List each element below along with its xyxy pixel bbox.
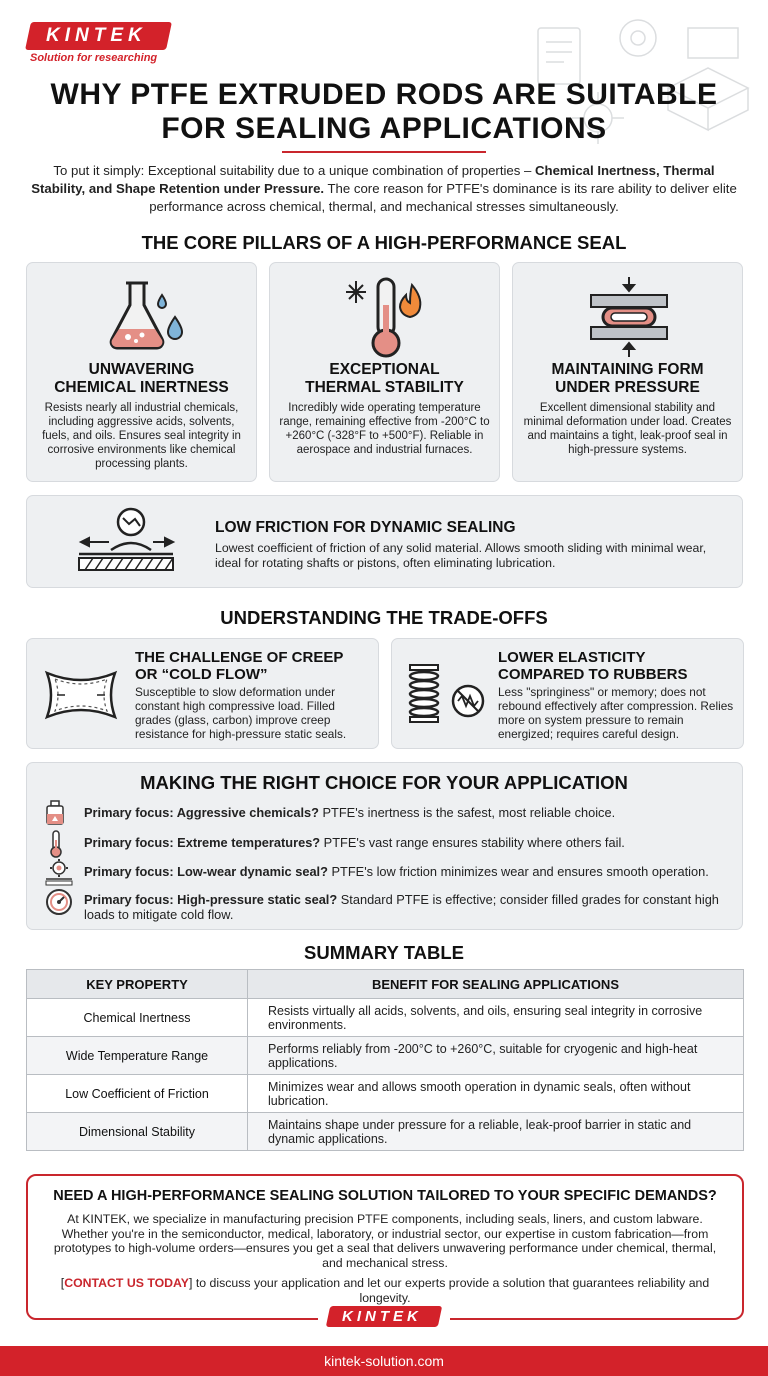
- column-header: KEY PROPERTY: [27, 970, 248, 999]
- choice-rest: PTFE's vast range ensures stability where others fail.: [320, 835, 625, 850]
- table-cell-property: Dimensional Stability: [27, 1113, 248, 1151]
- low-friction-icon: [75, 506, 177, 578]
- table-row: [27, 1037, 744, 1075]
- pillar-desc: Incredibly wide operating temperature range, remaining effective from -200°C to +260°C (-328°F to +500°F). Reliable in aerospace and industrial furnaces.: [279, 402, 490, 456]
- choice-text: [84, 805, 744, 820]
- cta-box: [26, 1174, 744, 1320]
- cta-bracket-open: [: [60, 1276, 65, 1290]
- low-friction-desc: Lowest coefficient of friction of any solid material. Allows smooth sliding with minimal wear, ideal for rotating shafts or pistons, often eliminating lubrication.: [215, 541, 707, 570]
- tradeoffs-heading: UNDERSTANDING THE TRADE-OFFS: [220, 607, 548, 628]
- tradeoff-title: [498, 649, 687, 683]
- choice-bold: Primary focus: Aggressive chemicals?: [84, 805, 319, 820]
- choice-text: [84, 892, 744, 922]
- title-line-2: FOR SEALING APPLICATIONS: [161, 112, 607, 145]
- table-cell-benefit: Resists virtually all acids, solvents, and oils, ensuring seal integrity in corrosive environments.: [248, 999, 744, 1037]
- logo-badge: KINTEK: [25, 22, 172, 50]
- pillar-title-line1: EXCEPTIONAL: [329, 361, 440, 378]
- low-friction-title: LOW FRICTION FOR DYNAMIC SEALING: [215, 519, 516, 536]
- compression-icon: [585, 275, 673, 359]
- choice-bold: Primary focus: High-pressure static seal?: [84, 892, 338, 907]
- logo-tagline: Solution for researching: [30, 52, 158, 64]
- table-cell-property: Wide Temperature Range: [27, 1037, 248, 1075]
- tradeoff-desc: Susceptible to slow deformation under constant high compressive load. Filled grades (glass, carbon) improve creep resistance for high-pressure static seals.: [135, 685, 347, 741]
- summary-heading: SUMMARY TABLE: [304, 942, 464, 963]
- pressure-gauge-icon: [45, 888, 73, 916]
- table-cell-benefit: Minimizes wear and allows smooth operation in dynamic seals, often without lubrication.: [248, 1075, 744, 1113]
- flask-icon: [102, 277, 186, 357]
- cta-contact-line: [44, 1276, 726, 1305]
- table-row: [27, 1113, 744, 1151]
- choice-rest: PTFE's inertness is the safest, most reliable choice.: [318, 805, 616, 820]
- creep-icon: [41, 665, 121, 725]
- table-row: [27, 1075, 744, 1113]
- pillar-card-thermal: [269, 262, 500, 482]
- choice-text: [84, 835, 744, 850]
- thermometer-small-icon: [48, 830, 64, 858]
- choice-rest: Standard PTFE is effective; consider filled grades for constant high loads to mitigate cold flow.: [84, 892, 719, 922]
- table-cell-property: Low Coefficient of Friction: [27, 1075, 248, 1113]
- pillar-desc: Excellent dimensional stability and minimal deformation under load. Creates and maintains a tight, leak-proof seal in high-pressure systems.: [523, 402, 732, 456]
- tradeoff-title: [135, 649, 343, 683]
- choice-heading: MAKING THE RIGHT CHOICE FOR YOUR APPLICATION: [140, 772, 628, 793]
- pillar-title-line2: CHEMICAL INERTNESS: [54, 379, 229, 396]
- table-cell-property: Chemical Inertness: [27, 999, 248, 1037]
- tradeoff-card-creep: [26, 638, 379, 749]
- table-header-row: [27, 970, 744, 999]
- choice-rest: PTFE's low friction minimizes wear and ensures smooth operation.: [327, 864, 709, 879]
- title-divider: [282, 151, 486, 153]
- intro-rest: The core reason for PTFE's dominance is its rare ability to deliver elite performance across chemical, thermal, and mechanical stresses simultaneously.: [149, 181, 737, 214]
- table-row: [27, 999, 744, 1037]
- pillar-title: [513, 361, 742, 397]
- table-cell-benefit: Performs reliably from -200°C to +260°C, suitable for cryogenic and high-heat applications.: [248, 1037, 744, 1075]
- pillar-title-line1: MAINTAINING FORM: [551, 361, 704, 378]
- pillar-card-chemical: [26, 262, 257, 482]
- intro-lead: To put it simply: Exceptional suitability due to a unique combination of properties –: [53, 163, 536, 178]
- pillar-title: [270, 361, 499, 397]
- intro-bold: Chemical Inertness, Thermal Stability, and Shape Retention under Pressure.: [31, 163, 715, 196]
- table-cell-benefit: Maintains shape under pressure for a reliable, leak-proof barrier in static and dynamic applications.: [248, 1113, 744, 1151]
- column-header: BENEFIT FOR SEALING APPLICATIONS: [248, 970, 744, 999]
- tradeoff-title-line2: OR “COLD FLOW”: [135, 666, 268, 683]
- tradeoff-title-line1: THE CHALLENGE OF CREEP: [135, 649, 344, 666]
- choice-bold: Primary focus: Extreme temperatures?: [84, 835, 321, 850]
- tradeoff-card-elasticity: [391, 638, 744, 749]
- intro-paragraph: [26, 162, 742, 216]
- pillar-title-line1: UNWAVERING: [88, 361, 195, 378]
- tradeoff-title-line1: LOWER ELASTICITY: [498, 649, 646, 666]
- cta-title: NEED A HIGH-PERFORMANCE SEALING SOLUTION TAILORED TO YOUR SPECIFIC DEMANDS?: [53, 1188, 717, 1204]
- low-friction-card: [26, 495, 743, 588]
- spring-icon: [406, 661, 488, 727]
- thermometer-icon: [342, 275, 432, 361]
- pillar-title-line2: UNDER PRESSURE: [555, 379, 700, 396]
- gear-icon: [44, 858, 74, 886]
- brand-logo[interactable]: [28, 22, 169, 64]
- cta-bracket-close: ]: [189, 1276, 193, 1290]
- footer-url-link[interactable]: kintek-solution.com: [324, 1353, 444, 1369]
- footer-bar: [0, 1346, 768, 1376]
- tradeoff-title-line2: COMPARED TO RUBBERS: [498, 666, 688, 683]
- tradeoff-desc: Less "springiness" or memory; does not rebound effectively after compression. Relies more on system pressure to remain energized; requires careful design.: [498, 685, 734, 741]
- cta-after-link: to discuss your application and let our experts provide a solution that guarantees reliability and longevity.: [192, 1276, 710, 1305]
- chemical-bottle-icon: [44, 800, 66, 826]
- pillar-title: [27, 361, 256, 397]
- choice-text: [84, 864, 744, 879]
- footer-logo-badge: KINTEK: [326, 1306, 442, 1327]
- page-title: [0, 78, 768, 146]
- footer-logo: [0, 1306, 768, 1327]
- choice-bold: Primary focus: Low-wear dynamic seal?: [84, 864, 328, 879]
- contact-us-link[interactable]: CONTACT US TODAY: [64, 1276, 190, 1290]
- pillar-title-line2: THERMAL STABILITY: [305, 379, 464, 396]
- pillars-heading: THE CORE PILLARS OF A HIGH-PERFORMANCE SEAL: [141, 232, 627, 253]
- pillar-desc: Resists nearly all industrial chemicals, including aggressive acids, solvents, fuels, and oils. Ensures seal integrity in corrosive environments like chemical processing plants.: [42, 402, 241, 470]
- cta-body: At KINTEK, we specialize in manufacturing precision PTFE components, including seals, liners, and custom labware. Whether you're in the semiconductor, medical, laboratory, or industrial sector, our expertise in custom fabrication—from prototypes to high-volume orders—ensures you get a seal that delivers unwavering performance under chemical, thermal, and mechanical stress.: [53, 1212, 717, 1270]
- summary-table: [26, 969, 744, 1151]
- title-line-1: WHY PTFE EXTRUDED RODS ARE SUITABLE: [50, 78, 718, 111]
- pillar-card-pressure: [512, 262, 743, 482]
